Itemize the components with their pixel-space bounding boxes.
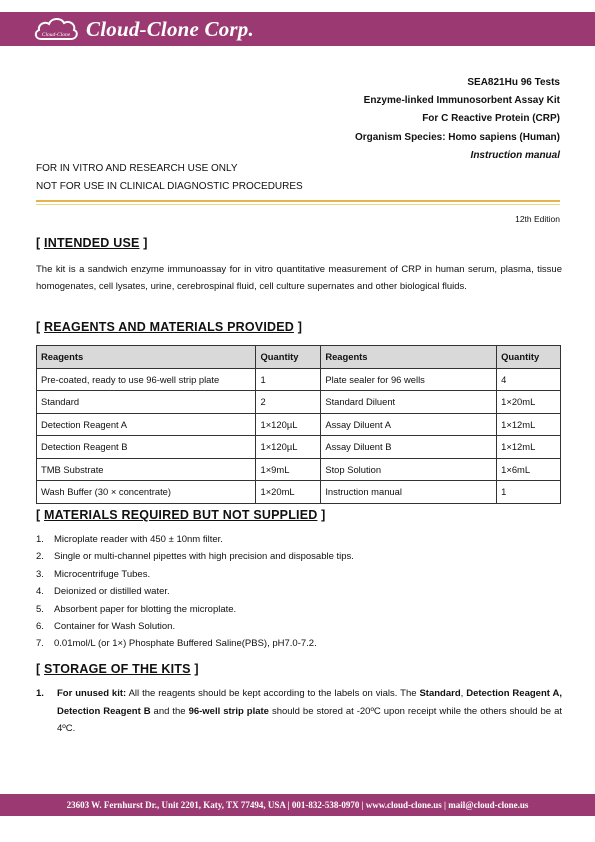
section-title-text: STORAGE OF THE KITS xyxy=(44,662,191,676)
list-item xyxy=(36,548,354,565)
storage-lead: For unused kit: xyxy=(57,688,127,699)
logo-text: Cloud-Clone xyxy=(41,32,71,38)
list-number: 4. xyxy=(36,586,44,598)
header-band xyxy=(0,12,595,46)
disclaimer-line-1: FOR IN VITRO AND RESEARCH USE ONLY xyxy=(36,163,238,174)
table-cell: Standard Diluent xyxy=(321,391,497,414)
list-item xyxy=(36,635,354,652)
edition-label: 12th Edition xyxy=(515,214,560,224)
list-number: 2. xyxy=(36,551,44,563)
list-text: 0.01mol/L (or 1×) Phosphate Buffered Saline(PBS), pH7.0-7.2. xyxy=(54,638,317,650)
disclaimer-line-2: NOT FOR USE IN CLINICAL DIAGNOSTIC PROCEDURES xyxy=(36,181,303,192)
product-info xyxy=(355,74,560,165)
list-number: 5. xyxy=(36,603,44,615)
table-cell: Standard xyxy=(37,391,256,414)
table-cell: 2 xyxy=(256,391,321,414)
table-row xyxy=(37,391,561,414)
list-text: Single or multi-channel pipettes with high precision and disposable tips. xyxy=(54,551,354,563)
storage-item xyxy=(36,685,562,738)
list-text: Deionized or distilled water. xyxy=(54,586,170,598)
table-cell: 1×12mL xyxy=(497,436,561,459)
table-cell: 4 xyxy=(497,368,561,391)
list-text: Microplate reader with 450 ± 10nm filter. xyxy=(54,534,223,545)
table-cell: 1 xyxy=(497,481,561,504)
section-title-text: INTENDED USE xyxy=(44,236,140,250)
section-title-materials: [ MATERIALS REQUIRED BUT NOT SUPPLIED ] xyxy=(36,508,326,522)
footer-contact: 23603 W. Fernhurst Dr., Unit 2201, Katy, TX 77494, USA | 001-832-538-0970 | www.cloud-clone.us | mail@cloud-clone.us xyxy=(0,794,595,816)
brand-name: Cloud-Clone Corp. xyxy=(86,17,254,41)
table-header-row xyxy=(37,346,561,369)
table-cell: Assay Diluent A xyxy=(321,413,497,436)
list-item xyxy=(36,531,354,548)
column-header: Quantity xyxy=(497,346,561,369)
organism-species: Organism Species: Homo sapiens (Human) xyxy=(354,131,560,143)
storage-bold-plate: 96-well strip plate xyxy=(188,705,269,717)
table-row xyxy=(37,458,561,481)
table-cell: 1 xyxy=(256,368,321,391)
manual-label: Instruction manual xyxy=(470,149,560,161)
reagents-table xyxy=(36,345,561,504)
section-title-text: REAGENTS AND MATERIALS PROVIDED xyxy=(44,320,295,334)
storage-text-part: All the reagents should be kept according to the labels on vials. The xyxy=(126,688,420,699)
table-cell: TMB Substrate xyxy=(37,458,256,481)
column-header: Reagents xyxy=(321,346,497,369)
table-cell: 1×9mL xyxy=(256,458,321,481)
section-title-text: MATERIALS REQUIRED BUT NOT SUPPLIED xyxy=(44,508,318,522)
table-row xyxy=(37,436,561,459)
table-row xyxy=(37,481,561,504)
storage-bold-standard: Standard xyxy=(419,688,461,699)
storage-text xyxy=(57,685,562,738)
list-number: 3. xyxy=(36,568,44,580)
list-item xyxy=(36,618,354,635)
list-text: Absorbent paper for blotting the microplate. xyxy=(54,603,237,615)
column-header: Reagents xyxy=(37,346,256,369)
list-item xyxy=(36,566,354,583)
table-cell: 1×120µL xyxy=(256,436,321,459)
table-cell: Plate sealer for 96 wells xyxy=(321,368,497,391)
table-cell: Assay Diluent B xyxy=(321,436,497,459)
storage-bold-reagents: Detection Reagent A, Detection Reagent B xyxy=(57,688,562,717)
table-cell: 1×20mL xyxy=(497,391,561,414)
cloud-logo-icon xyxy=(33,15,79,43)
disclaimer xyxy=(36,160,303,196)
table-cell: Stop Solution xyxy=(321,458,497,481)
section-title-reagents: [ REAGENTS AND MATERIALS PROVIDED ] xyxy=(36,320,303,334)
table-cell: Instruction manual xyxy=(321,481,497,504)
column-header: Quantity xyxy=(256,346,321,369)
table-row xyxy=(37,413,561,436)
list-text: Container for Wash Solution. xyxy=(54,620,176,632)
storage-text-part: , xyxy=(460,688,467,699)
catalog-number: SEA821Hu 96 Tests xyxy=(467,77,560,88)
table-cell: 1×12mL xyxy=(497,413,561,436)
table-cell: Wash Buffer (30 × concentrate) xyxy=(37,481,256,504)
materials-list xyxy=(36,531,354,653)
table-cell: 1×20mL xyxy=(256,481,321,504)
list-number: 1. xyxy=(36,534,44,545)
table-cell: Pre-coated, ready to use 96-well strip plate xyxy=(37,368,256,391)
section-title-intended-use: [ INTENDED USE ] xyxy=(36,236,148,250)
table-row xyxy=(37,368,561,391)
divider-rule xyxy=(36,200,560,202)
list-number: 1. xyxy=(36,688,44,699)
storage-text-part: and the xyxy=(150,705,189,717)
list-item xyxy=(36,583,354,600)
table-cell: Detection Reagent A xyxy=(37,413,256,436)
list-number: 6. xyxy=(36,620,44,632)
kit-target: For C Reactive Protein (CRP) xyxy=(422,113,560,125)
intended-use-text: The kit is a sandwich enzyme immunoassay for in vitro quantitative measurement of CRP in human serum, plasma, tissue homogenates, cell lysates, urine, cerebrospinal fluid, cell culture supernates and other biological fluids. xyxy=(36,264,562,293)
list-text: Microcentrifuge Tubes. xyxy=(54,568,151,580)
list-item xyxy=(36,601,354,618)
list-number: 7. xyxy=(36,638,44,650)
table-cell: 1×6mL xyxy=(497,458,561,481)
divider-rule-thin xyxy=(36,204,560,205)
storage-text-part: should be stored at -20ºC upon receipt while the others should be at 4ºC. xyxy=(57,705,562,735)
table-cell: Detection Reagent B xyxy=(37,436,256,459)
section-title-storage: [ STORAGE OF THE KITS ] xyxy=(36,662,199,676)
kit-type: Enzyme-linked Immunosorbent Assay Kit xyxy=(363,95,560,107)
table-cell: 1×120µL xyxy=(256,413,321,436)
